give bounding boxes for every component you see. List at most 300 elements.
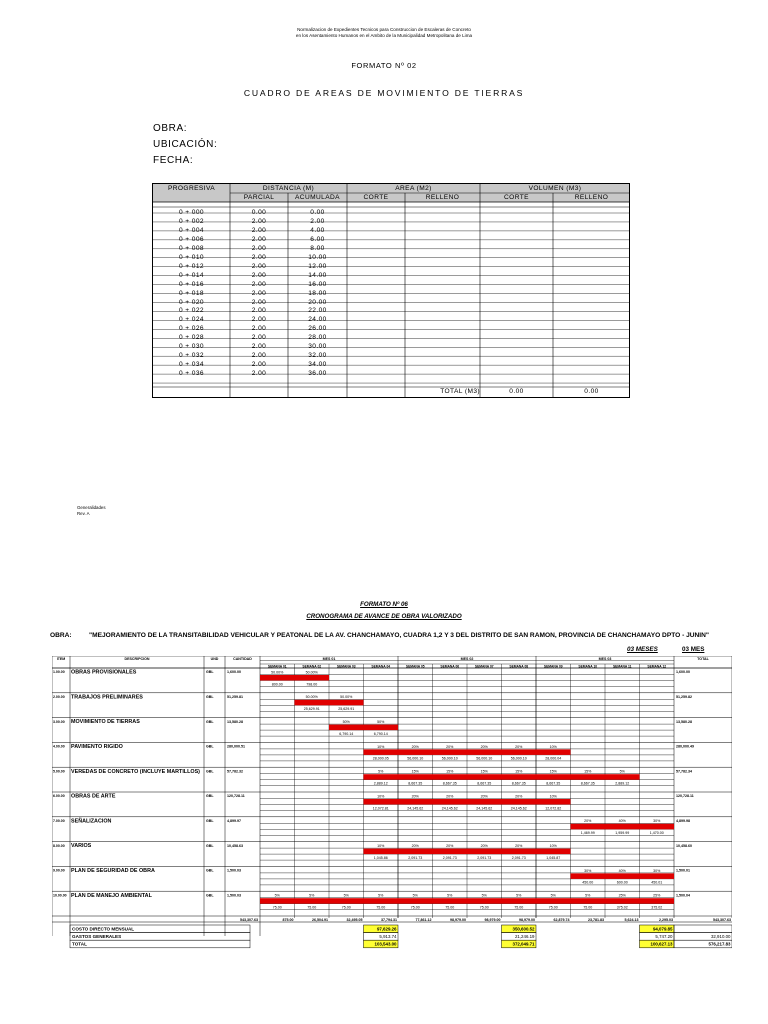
week-value: 2,091.73 xyxy=(477,855,492,860)
item-description: VEREDAS DE CONCRETO (INCLUYE MARTILLOS) xyxy=(71,768,200,775)
week-value: 2,889.12 xyxy=(615,781,630,786)
week-value: 600.00 xyxy=(616,880,628,885)
item-unit: GBL xyxy=(206,794,214,799)
week-value: 798.00 xyxy=(306,682,318,687)
summary-mes1: 103,543.00 xyxy=(374,941,397,947)
summary-mes2: 372,049.71 xyxy=(512,941,535,947)
week-value: 75.00 xyxy=(307,905,317,910)
progress-bar xyxy=(571,774,606,780)
week-header: SEMANA 02 xyxy=(302,664,322,669)
header-line-1: Normalizacion de Expedientes Tecnicos para Construccion de Escaleras de Concreto xyxy=(297,27,471,32)
item-code: 5.00.00 xyxy=(53,769,65,774)
progress-bar xyxy=(467,799,502,805)
week-value: 75.00 xyxy=(514,905,524,910)
week-percent: 40% xyxy=(618,868,626,873)
week-total: 5,624.13 xyxy=(624,917,639,922)
week-percent: 20% xyxy=(515,844,523,848)
col-mes2-header: MES 02 xyxy=(460,657,474,661)
week-value: 25,629.91 xyxy=(338,707,355,712)
grand-quantity: 543,307.63 xyxy=(240,917,258,922)
week-value: 56,000.10 xyxy=(407,756,424,761)
progresiva-cell: 0 + 016 xyxy=(179,280,204,288)
summary-total-cell xyxy=(674,925,732,933)
week-percent: 20% xyxy=(515,794,523,799)
progress-bar xyxy=(467,774,502,780)
week-total: 98,979.00 xyxy=(450,917,466,922)
acumulada-cell: 8.00 xyxy=(310,244,325,252)
week-value: 56,000.10 xyxy=(476,756,493,761)
acumulada-cell: 6.00 xyxy=(310,235,325,243)
item-code: 8.00.00 xyxy=(53,843,65,848)
col-descripcion-header: DESCRIPCION xyxy=(124,657,150,661)
week-value: 450.00 xyxy=(582,880,594,885)
progress-bar xyxy=(398,898,433,904)
header-line-2: en los Asentamiento Humanos en el Ambito de la Municipalidad Metropolitana de Lima xyxy=(295,32,473,38)
acumulada-cell: 18.00 xyxy=(308,289,327,297)
col-vol-corte-header: CORTE xyxy=(504,194,529,201)
week-percent: 50% xyxy=(342,720,350,724)
week-header: SEMANA 07 xyxy=(474,664,494,669)
progresiva-cell: 0 + 000 xyxy=(179,209,204,216)
week-header: SEMANA 03 xyxy=(336,664,356,669)
progresiva-cell: 0 + 012 xyxy=(179,262,204,270)
week-percent: 20% xyxy=(446,844,454,848)
progress-bar xyxy=(502,749,537,755)
acumulada-cell: 28.00 xyxy=(308,334,327,342)
progress-bar xyxy=(433,898,468,904)
progress-bar xyxy=(467,749,502,755)
acumulada-cell: 16.00 xyxy=(308,280,327,288)
week-value: 24,145.62 xyxy=(407,806,424,811)
week-percent: 5% xyxy=(343,893,349,898)
parcial-cell: 2.00 xyxy=(251,352,267,360)
week-percent: 30% xyxy=(653,868,661,873)
progresiva-cell: 0 + 022 xyxy=(179,307,204,315)
week-value: 1,045.87 xyxy=(546,855,561,860)
acumulada-cell: 2.00 xyxy=(310,217,325,225)
week-percent: 20% xyxy=(446,794,454,799)
item-code: 2.00.00 xyxy=(53,695,65,699)
item-description: OBRAS DE ARTE xyxy=(71,793,116,800)
item-total: 1,500.04 xyxy=(676,893,690,898)
item-total: 1,600.00 xyxy=(676,670,690,675)
week-value: 6,790.14 xyxy=(373,731,388,736)
progresiva-cell: 0 + 034 xyxy=(179,361,204,369)
total-m3-label: TOTAL (M3) xyxy=(440,388,480,395)
progress-bar xyxy=(364,898,399,904)
progress-bar xyxy=(433,774,468,780)
page-title: CUADRO DE AREAS DE MOVIMIENTO DE TIERRAS xyxy=(243,88,525,98)
progress-bar xyxy=(467,898,502,904)
week-percent: 20% xyxy=(480,794,488,799)
progress-bar xyxy=(398,849,433,855)
week-percent: 15% xyxy=(549,769,557,774)
week-percent: 10% xyxy=(377,744,385,749)
progress-bar xyxy=(295,675,330,681)
progress-bar xyxy=(605,824,640,830)
col-parcial-header: PARCIAL xyxy=(243,194,275,201)
week-value: 2,091.73 xyxy=(408,855,423,860)
progresiva-cell: 0 + 002 xyxy=(179,217,204,225)
acumulada-cell: 0.00 xyxy=(310,209,325,216)
week-value: 1,470.00 xyxy=(649,831,664,836)
parcial-cell: 2.00 xyxy=(251,361,267,369)
week-percent: 5% xyxy=(378,769,384,774)
schedule-obra-value: "MEJORAMIENTO DE LA TRANSITABILIDAD VEHICULAR Y PEATONAL DE LA AV. CHANCHAMAYO, CUADRA 1,2 Y 3 DEL DISTRITO DE SAN RAMON, PROVINCIA DE CHANCHAMAYO DPTO - JUNIN" xyxy=(89,632,710,639)
week-percent: 5% xyxy=(447,893,453,898)
parcial-cell: 2.00 xyxy=(251,334,267,342)
col-area-header: AREA (M2) xyxy=(395,185,432,192)
week-value: 24,145.62 xyxy=(476,806,493,811)
week-percent: 15% xyxy=(515,769,523,774)
item-description: TRABAJOS PRELIMINARES xyxy=(71,694,143,701)
item-quantity: 1,600.00 xyxy=(227,670,241,675)
progress-bar xyxy=(398,799,433,805)
week-percent: 40% xyxy=(618,819,626,824)
item-total: 280,000.49 xyxy=(676,744,694,749)
grand-total: 543,307.63 xyxy=(713,917,731,922)
parcial-cell: 2.00 xyxy=(251,280,267,288)
progress-bar xyxy=(364,774,399,780)
summary-mes2: 350,600.52 xyxy=(512,926,535,932)
col-area-relleno-header: RELLENO xyxy=(425,194,460,201)
acumulada-cell: 24.00 xyxy=(308,316,327,324)
week-header: SEMANA 11 xyxy=(612,664,632,669)
week-value: 75.00 xyxy=(548,905,558,910)
summary-total: 576,217.83 xyxy=(708,941,731,947)
item-code: 9.00.00 xyxy=(53,868,65,873)
progresiva-cell: 0 + 024 xyxy=(179,316,204,324)
acumulada-cell: 30.00 xyxy=(308,343,327,351)
progresiva-cell: 0 + 004 xyxy=(179,226,204,234)
week-header: SEMANA 08 xyxy=(509,664,529,669)
item-description: PLAN DE MANEJO AMBIENTAL xyxy=(71,892,152,899)
formato-label: FORMATO Nº 02 xyxy=(351,61,417,70)
acumulada-cell: 20.00 xyxy=(308,298,327,306)
col-item-header: ITEM xyxy=(56,657,66,661)
week-percent: 15% xyxy=(411,769,419,774)
progress-bar xyxy=(398,749,433,755)
item-unit: GBL xyxy=(206,670,214,675)
schedule-title: CRONOGRAMA DE AVANCE DE OBRA VALORIZADO xyxy=(306,613,462,620)
week-percent: 5% xyxy=(481,893,487,898)
acumulada-cell: 4.00 xyxy=(310,226,325,234)
item-code: 3.00.00 xyxy=(53,719,65,724)
progress-bar xyxy=(502,799,537,805)
week-value: 8,667.35 xyxy=(442,781,457,786)
progresiva-cell: 0 + 032 xyxy=(179,352,204,360)
item-quantity: 1,500.03 xyxy=(227,893,241,898)
ubicacion-label: UBICACIÓN: xyxy=(153,139,218,150)
progresiva-cell: 0 + 018 xyxy=(179,289,204,297)
acumulada-cell: 26.00 xyxy=(308,325,327,333)
total-relleno-value: 0.00 xyxy=(584,388,599,395)
week-percent: 30% xyxy=(653,819,661,824)
parcial-cell: 2.00 xyxy=(251,244,267,252)
week-value: 25,629.91 xyxy=(303,707,320,712)
acumulada-cell: 22.00 xyxy=(308,307,327,315)
progresiva-cell: 0 + 026 xyxy=(179,325,204,333)
week-value: 24,145.62 xyxy=(441,806,458,811)
week-value: 2,889.12 xyxy=(373,781,388,786)
summary-label-cell xyxy=(70,940,250,948)
week-value: 24,145.62 xyxy=(510,806,527,811)
week-value: 28,000.04 xyxy=(545,756,562,761)
parcial-cell: 2.00 xyxy=(251,217,267,225)
week-value: 450.01 xyxy=(651,880,663,885)
week-percent: 10% xyxy=(377,794,385,799)
parcial-cell: 2.00 xyxy=(251,298,267,306)
week-percent: 10% xyxy=(377,844,385,848)
progress-bar xyxy=(295,898,330,904)
progress-bar xyxy=(536,799,571,805)
week-percent: 20% xyxy=(515,744,523,749)
progresiva-cell: 0 + 008 xyxy=(179,244,204,252)
week-value: 28,000.05 xyxy=(372,756,389,761)
fecha-label: FECHA: xyxy=(153,155,194,166)
col-progresiva-header: PROGRESIVA xyxy=(167,185,216,192)
progress-bar xyxy=(329,898,364,904)
col-vol-relleno-header: RELLENO xyxy=(574,194,609,201)
footer-note-line-2: Rev. A xyxy=(77,510,90,516)
progress-bar xyxy=(536,898,571,904)
week-percent: 50.00% xyxy=(271,670,284,675)
item-code: 6.00.00 xyxy=(53,794,65,799)
week-value: 75.00 xyxy=(341,905,351,910)
summary-label: TOTAL xyxy=(72,941,87,947)
summary-mes3: 94,079.85 xyxy=(652,926,673,932)
week-percent: 30% xyxy=(584,868,592,873)
progress-bar xyxy=(536,774,571,780)
progress-bar xyxy=(433,849,468,855)
item-code: 1.00.00 xyxy=(53,670,65,675)
week-percent: 5% xyxy=(619,769,625,774)
item-total: 1,500.01 xyxy=(676,868,690,873)
parcial-cell: 2.00 xyxy=(251,235,267,243)
week-value: 1,469.99 xyxy=(580,831,595,836)
week-total: 37,794.31 xyxy=(381,917,397,922)
col-cantidad-header: CANTIDAD xyxy=(233,657,252,661)
parcial-cell: 2.00 xyxy=(251,253,267,261)
week-total: 26,504.91 xyxy=(312,917,328,922)
progress-bar xyxy=(329,700,364,706)
progress-bar xyxy=(502,849,537,855)
parcial-cell: 2.00 xyxy=(251,343,267,351)
summary-label: GASTOS GENERALES xyxy=(72,934,122,939)
schedule-formato: FORMATO Nº 06 xyxy=(360,601,408,608)
item-unit: GBL xyxy=(206,695,214,699)
progress-bar xyxy=(536,749,571,755)
progress-bar xyxy=(433,749,468,755)
week-header: SEMANA 05 xyxy=(405,664,425,669)
week-total: 62,879.74 xyxy=(553,917,570,922)
parcial-cell: 2.00 xyxy=(251,370,267,378)
week-percent: 5% xyxy=(309,893,315,898)
progresiva-cell: 0 + 006 xyxy=(179,235,204,243)
progresiva-cell: 0 + 020 xyxy=(179,298,204,306)
item-quantity: 51,259.81 xyxy=(227,695,243,699)
item-quantity: 120,728.11 xyxy=(227,794,245,799)
summary-mes1: 97,629.26 xyxy=(376,926,397,932)
week-percent: 15% xyxy=(480,769,488,774)
week-value: 1,045.86 xyxy=(373,855,388,860)
item-unit: GBL xyxy=(206,843,214,848)
parcial-cell: 2.00 xyxy=(251,289,267,297)
progress-bar xyxy=(502,774,537,780)
week-value: 75.00 xyxy=(445,905,455,910)
col-distancia-header: DISTANCIA (M) xyxy=(262,185,315,192)
progress-bar xyxy=(502,898,537,904)
week-value: 8,667.35 xyxy=(408,781,423,786)
parcial-cell: 2.00 xyxy=(251,226,267,234)
progress-bar xyxy=(433,799,468,805)
item-total: 13,580.28 xyxy=(676,719,692,724)
summary-mes1: 5,913.74 xyxy=(379,934,397,939)
week-value: 8,667.35 xyxy=(580,781,595,786)
progress-bar xyxy=(329,725,364,731)
week-value: 2,091.73 xyxy=(511,855,526,860)
item-unit: GBL xyxy=(206,719,214,724)
acumulada-cell: 32.00 xyxy=(308,352,327,360)
week-percent: 5% xyxy=(274,893,280,898)
week-value: 12,072.82 xyxy=(545,806,562,811)
progress-bar xyxy=(605,873,640,879)
week-header: SEMANA 01 xyxy=(267,664,287,669)
progresiva-cell: 0 + 036 xyxy=(179,370,204,378)
week-header: SEMANA 09 xyxy=(543,664,563,669)
week-value: 8,667.35 xyxy=(546,781,561,786)
week-total: 98,979.00 xyxy=(484,917,501,922)
progress-bar xyxy=(364,749,399,755)
progresiva-cell: 0 + 014 xyxy=(179,271,204,279)
week-value: 56,000.10 xyxy=(510,756,527,761)
week-percent: 5% xyxy=(412,893,418,898)
col-volumen-header: VOLUMEN (M3) xyxy=(528,185,582,192)
week-percent: 20% xyxy=(411,844,419,848)
summary-label: COSTO DIRECTO MENSUAL xyxy=(72,926,135,932)
acumulada-cell: 14.00 xyxy=(308,271,327,279)
schedule-duration: 03 MESES xyxy=(627,646,658,653)
item-total: 57,782.34 xyxy=(676,769,692,774)
progress-bar xyxy=(364,725,399,731)
progress-bar xyxy=(398,774,433,780)
item-total: 10,458.60 xyxy=(676,843,692,848)
week-percent: 5% xyxy=(378,893,384,898)
progress-bar xyxy=(364,849,399,855)
week-total: 77,861.12 xyxy=(415,917,432,922)
week-header: SEMANA 06 xyxy=(440,664,460,669)
item-quantity: 4,899.97 xyxy=(227,819,241,823)
item-quantity: 57,782.32 xyxy=(227,769,243,774)
week-percent: 5% xyxy=(550,893,556,898)
week-value: 800.00 xyxy=(271,682,283,687)
acumulada-cell: 12.00 xyxy=(308,262,327,270)
progress-bar xyxy=(605,898,640,904)
item-total: 51,259.82 xyxy=(676,695,692,699)
week-percent: 50% xyxy=(377,720,385,724)
week-percent: 10% xyxy=(549,794,557,799)
week-header: SEMANA 04 xyxy=(371,664,391,669)
week-percent: 25% xyxy=(653,893,661,898)
week-value: 2,091.73 xyxy=(442,855,457,860)
item-unit: GBL xyxy=(206,819,214,823)
progress-bar xyxy=(640,898,675,904)
week-header: SEMANA 12 xyxy=(647,664,667,669)
item-description: MOVIMIENTO DE TIERRAS xyxy=(71,719,140,726)
week-total: 875.00 xyxy=(282,917,294,922)
parcial-cell: 0.00 xyxy=(251,209,267,216)
item-total: 120,728.11 xyxy=(676,794,694,799)
week-value: 375.02 xyxy=(651,905,663,910)
week-percent: 10% xyxy=(549,844,557,848)
item-unit: GBL xyxy=(206,769,214,774)
parcial-cell: 2.00 xyxy=(251,262,267,270)
col-acumulada-header: ACUMULADA xyxy=(294,194,340,201)
progress-bar xyxy=(571,873,606,879)
item-description: SEÑALIZACION xyxy=(71,818,112,825)
document-header xyxy=(0,27,768,38)
week-value: 12,072.81 xyxy=(372,806,389,811)
week-percent: 20% xyxy=(584,819,592,824)
schedule-obra-label: OBRA: xyxy=(50,632,72,639)
progress-bar xyxy=(571,898,606,904)
item-description: PLAN DE SEGURIDAD DE OBRA xyxy=(71,868,155,874)
acumulada-cell: 34.00 xyxy=(308,361,327,369)
week-value: 375.02 xyxy=(616,905,628,910)
parcial-cell: 2.00 xyxy=(251,325,267,333)
item-unit: GBL xyxy=(206,744,214,749)
week-percent: 20% xyxy=(480,744,488,749)
progress-bar xyxy=(467,849,502,855)
col-und-header: UND xyxy=(210,657,219,661)
progress-bar xyxy=(364,799,399,805)
item-code: 10.00.00 xyxy=(53,893,67,898)
week-percent: 25% xyxy=(618,893,626,898)
schedule-table xyxy=(52,656,732,970)
week-value: 6,790.14 xyxy=(339,731,354,736)
week-percent: 50.00% xyxy=(340,695,353,700)
week-percent: 20% xyxy=(480,844,488,848)
week-value: 1,959.99 xyxy=(615,831,630,836)
progress-bar xyxy=(536,849,571,855)
item-quantity: 1,500.03 xyxy=(227,868,241,873)
progress-bar xyxy=(260,898,295,904)
progresiva-cell: 0 + 028 xyxy=(179,334,204,342)
progress-bar xyxy=(260,675,295,681)
progress-bar xyxy=(605,774,640,780)
schedule-duration-total: 03 MES xyxy=(682,646,705,653)
item-quantity: 10,458.63 xyxy=(227,843,243,848)
earthworks-table xyxy=(152,183,630,398)
week-percent: 10% xyxy=(549,744,557,749)
item-unit: GBL xyxy=(206,893,214,898)
total-corte-value: 0.00 xyxy=(509,388,524,395)
item-code: 4.00.00 xyxy=(53,744,65,749)
footer-note-line-1: Generalidades xyxy=(77,505,106,510)
obra-label: OBRA: xyxy=(153,123,188,134)
week-percent: 15% xyxy=(584,769,592,774)
week-value: 8,667.35 xyxy=(511,781,526,786)
week-value: 75.00 xyxy=(583,905,593,910)
progresiva-cell: 0 + 010 xyxy=(179,253,204,261)
progress-bar xyxy=(295,700,330,706)
item-description: OBRAS PROVISIONALES xyxy=(71,669,137,676)
progress-bar xyxy=(571,824,606,830)
week-value: 75.00 xyxy=(272,905,282,910)
item-quantity: 280,000.51 xyxy=(227,744,245,749)
progress-bar xyxy=(640,873,675,879)
week-percent: 50.00% xyxy=(305,695,318,700)
